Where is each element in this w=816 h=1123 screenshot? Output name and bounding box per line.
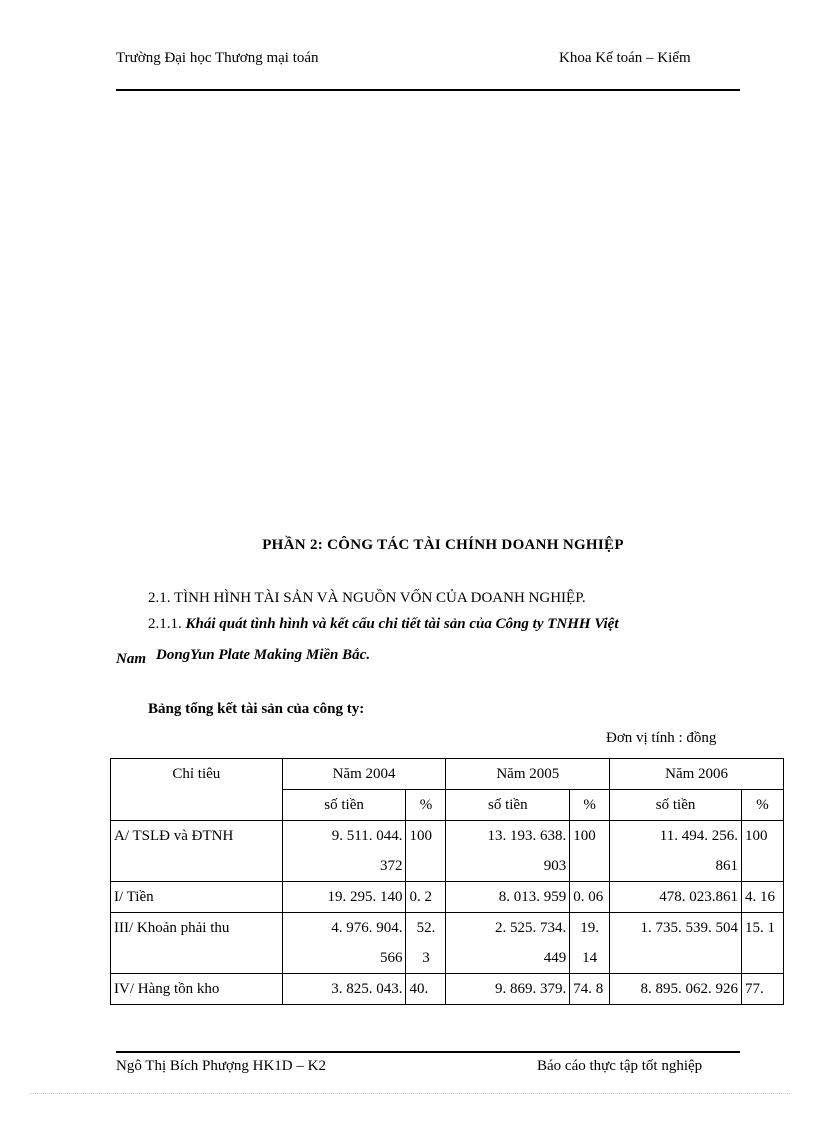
sub-amount: số tiền [610, 790, 742, 821]
amount-cell: 13. 193. 638. 903 [446, 821, 570, 882]
amount-cell: 3. 825. 043. [282, 974, 406, 1005]
row-label: I/ Tiền [111, 882, 283, 913]
header-rule [116, 89, 740, 91]
amount-cell: 9. 511. 044. 372 [282, 821, 406, 882]
heading-2-1: 2.1. TÌNH HÌNH TÀI SẢN VÀ NGUỒN VỐN CỦA DOANH NGHIỆP. [148, 590, 586, 606]
heading-continuation-nam: Nam [116, 651, 146, 667]
header-school: Trường Đại học Thương mại toán [116, 50, 319, 66]
page-bottom-dotted-line [30, 1093, 790, 1094]
table-row [111, 974, 784, 1005]
table-row [111, 821, 784, 882]
pct-cell: 40. [406, 974, 446, 1005]
heading-2-1-1 [148, 616, 740, 633]
row-label: IV/ Hàng tồn kho [111, 974, 283, 1005]
sub-amount: số tiền [446, 790, 570, 821]
footer-author: Ngô Thị Bích Phượng HK1D – K2 [116, 1058, 326, 1074]
pct-cell: 77. [741, 974, 783, 1005]
section-title: PHẦN 2: CÔNG TÁC TÀI CHÍNH DOANH NGHIỆP [262, 537, 624, 553]
unit-label: Đơn vị tính : đồng [606, 730, 717, 746]
table-row [111, 882, 784, 913]
pct-cell: 15. 1 [741, 913, 783, 974]
sub-pct: % [570, 790, 610, 821]
pct-cell: 19. 14 [570, 913, 610, 974]
amount-cell: 478. 023.861 [610, 882, 742, 913]
table-label: Bảng tổng kết tài sản của công ty: [148, 701, 365, 717]
sub-amount: số tiền [282, 790, 406, 821]
row-label: III/ Khoản phải thu [111, 913, 283, 974]
pct-cell: 100 [741, 821, 783, 882]
pct-cell: 100 [406, 821, 446, 882]
col-year-2006: Năm 2006 [610, 759, 784, 790]
amount-cell: 11. 494. 256. 861 [610, 821, 742, 882]
table-row [111, 913, 784, 974]
asset-table [110, 758, 784, 1005]
amount-cell: 1. 735. 539. 504 [610, 913, 742, 974]
amount-cell: 8. 895. 062. 926 [610, 974, 742, 1005]
heading-continuation: DongYun Plate Making Miền Bắc. [156, 647, 371, 663]
pct-cell: 0. 06 [570, 882, 610, 913]
table-header-row [111, 759, 784, 790]
heading-number: 2.1.1. [148, 616, 182, 632]
sub-pct: % [741, 790, 783, 821]
footer-report: Báo cáo thực tập tốt nghiệp [537, 1058, 703, 1074]
pct-cell: 52. 3 [406, 913, 446, 974]
amount-cell: 9. 869. 379. [446, 974, 570, 1005]
footer-rule [116, 1051, 740, 1053]
pct-cell: 74. 8 [570, 974, 610, 1005]
pct-cell: 100 [570, 821, 610, 882]
pct-cell: 4. 16 [741, 882, 783, 913]
amount-cell: 19. 295. 140 [282, 882, 406, 913]
col-indicator: Chỉ tiêu [111, 759, 283, 821]
heading-text: Khái quát tình hình và kết cấu chi tiết tài sản của Công ty TNHH Việt [185, 616, 619, 632]
row-label: A/ TSLĐ và ĐTNH [111, 821, 283, 882]
sub-pct: % [406, 790, 446, 821]
col-year-2004: Năm 2004 [282, 759, 446, 790]
amount-cell: 2. 525. 734. 449 [446, 913, 570, 974]
col-year-2005: Năm 2005 [446, 759, 610, 790]
amount-cell: 4. 976. 904. 566 [282, 913, 406, 974]
amount-cell: 8. 013. 959 [446, 882, 570, 913]
header-faculty: Khoa Kế toán – Kiểm [559, 50, 691, 66]
pct-cell: 0. 2 [406, 882, 446, 913]
